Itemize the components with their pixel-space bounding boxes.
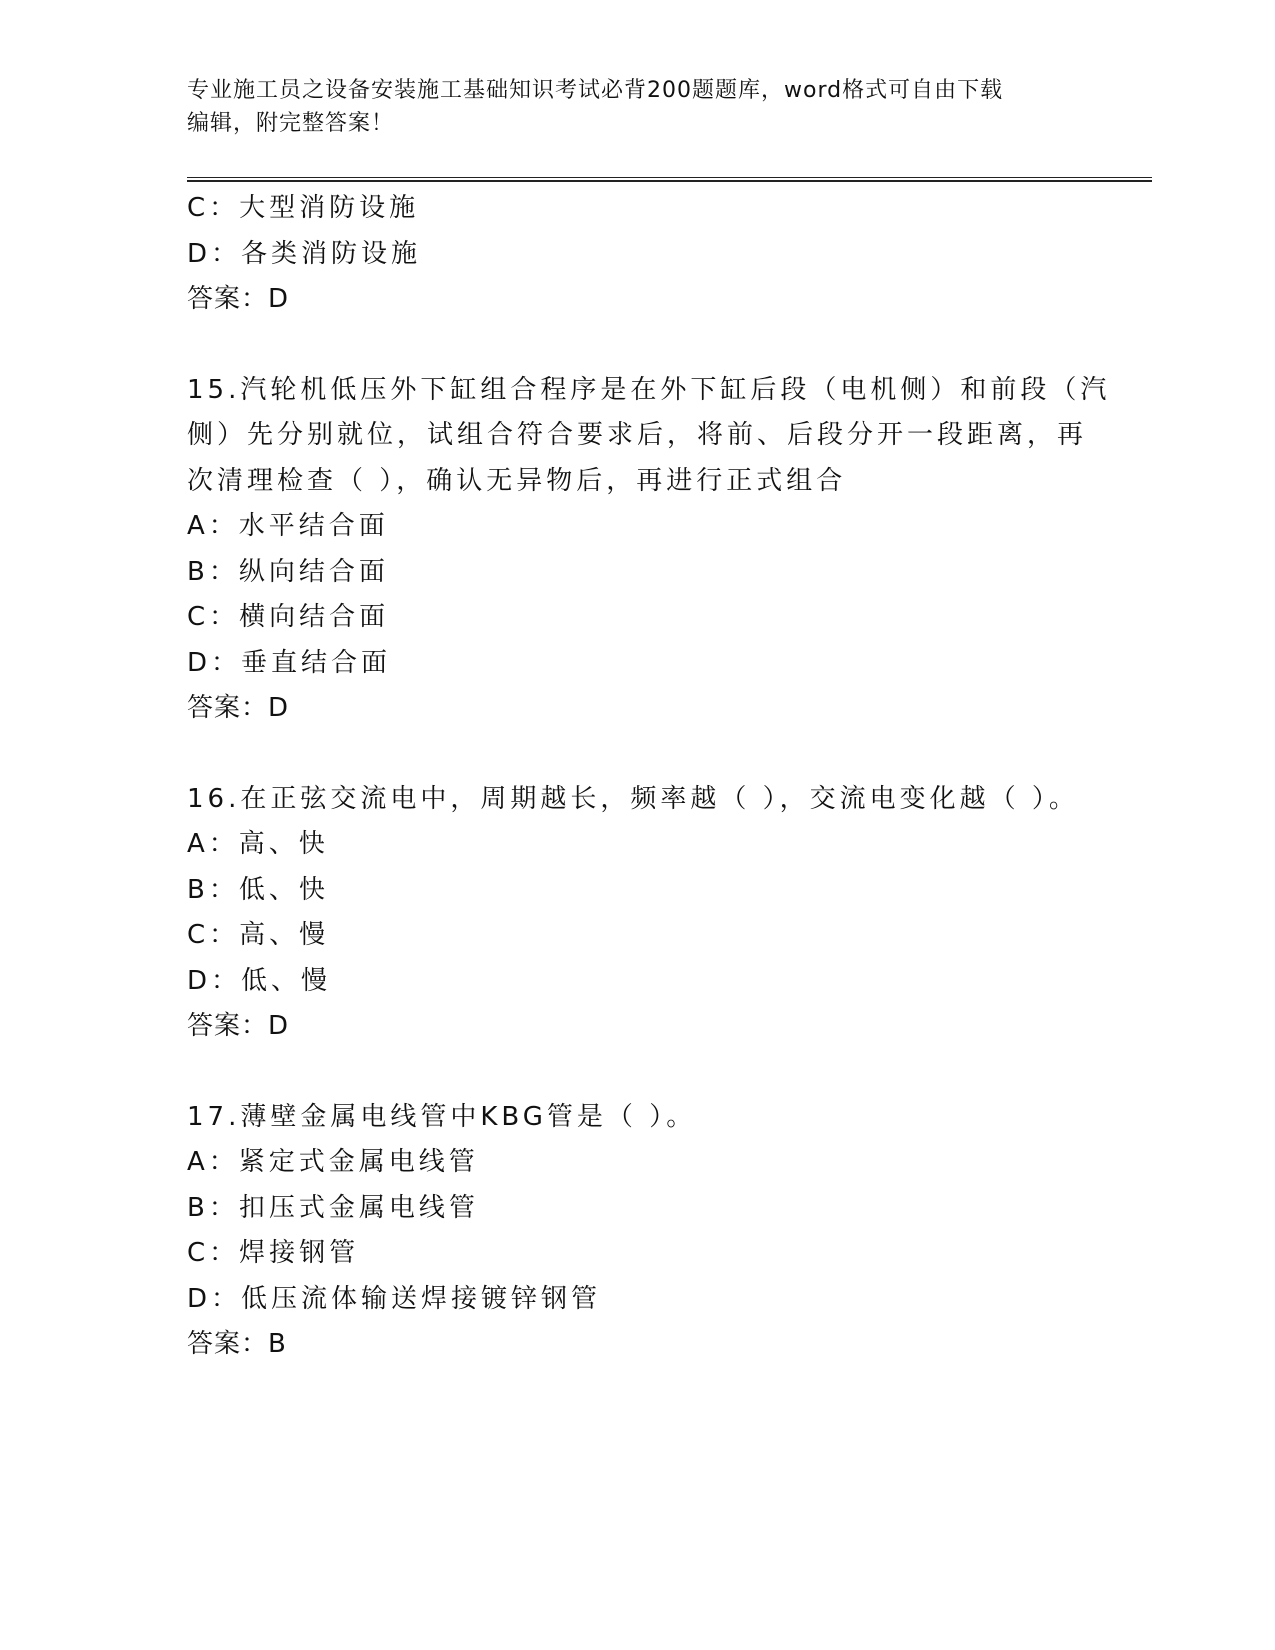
question-17 <box>187 1095 1087 1368</box>
header-title-line-1: 专业施工员之设备安装施工基础知识考试必背200题题库，word格式可自由下载 <box>187 78 1004 103</box>
question-list <box>187 186 1111 1368</box>
stem-line: 次清理检查（ ），确认无异物后，再进行正式组合 <box>187 465 847 496</box>
option-d: D：低压流体输送焊接镀锌钢管 <box>187 1283 602 1314</box>
document-header <box>187 74 1067 140</box>
stem-line: 17.薄壁金属电线管中KBG管是（ ）。 <box>187 1101 697 1132</box>
option-b: B：纵向结合面 <box>187 556 389 587</box>
answer-line: 答案：D <box>187 693 290 723</box>
option-a: A：紧定式金属电线管 <box>187 1147 479 1177</box>
option-d: D：垂直结合面 <box>187 647 392 678</box>
option-c: C：大型消防设施 <box>187 193 420 223</box>
answer-line: 答案：D <box>187 284 290 314</box>
option-a: A：水平结合面 <box>187 511 389 541</box>
question-stem <box>187 368 1111 505</box>
option-b: B：扣压式金属电线管 <box>187 1192 479 1223</box>
question-stem <box>187 1095 1087 1141</box>
option-d: D：低、慢 <box>187 965 332 996</box>
question-spacer <box>187 732 1087 777</box>
answer-line: 答案：D <box>187 1011 290 1041</box>
question-16 <box>187 777 1087 1050</box>
question-spacer <box>187 1050 1087 1095</box>
header-title-line-2: 编辑，附完整答案！ <box>187 111 395 136</box>
question-15 <box>187 368 1111 732</box>
option-c: C：高、慢 <box>187 920 330 950</box>
question-stem <box>187 777 1087 823</box>
question-carryover <box>187 186 1087 323</box>
question-spacer <box>187 323 1087 368</box>
option-c: C：横向结合面 <box>187 602 390 632</box>
option-d: D：各类消防设施 <box>187 238 422 269</box>
header-divider <box>187 177 1152 182</box>
stem-line: 15.汽轮机低压外下缸组合程序是在外下缸后段（电机侧）和前段（汽 <box>187 374 1111 405</box>
stem-line: 侧）先分别就位，试组合符合要求后，将前、后段分开一段距离，再 <box>187 420 1088 450</box>
option-c: C：焊接钢管 <box>187 1238 360 1268</box>
stem-line: 16.在正弦交流电中，周期越长，频率越（ ），交流电变化越（ ）。 <box>187 783 1079 814</box>
option-b: B：低、快 <box>187 874 329 905</box>
option-a: A：高、快 <box>187 829 329 859</box>
answer-line: 答案：B <box>187 1329 287 1359</box>
